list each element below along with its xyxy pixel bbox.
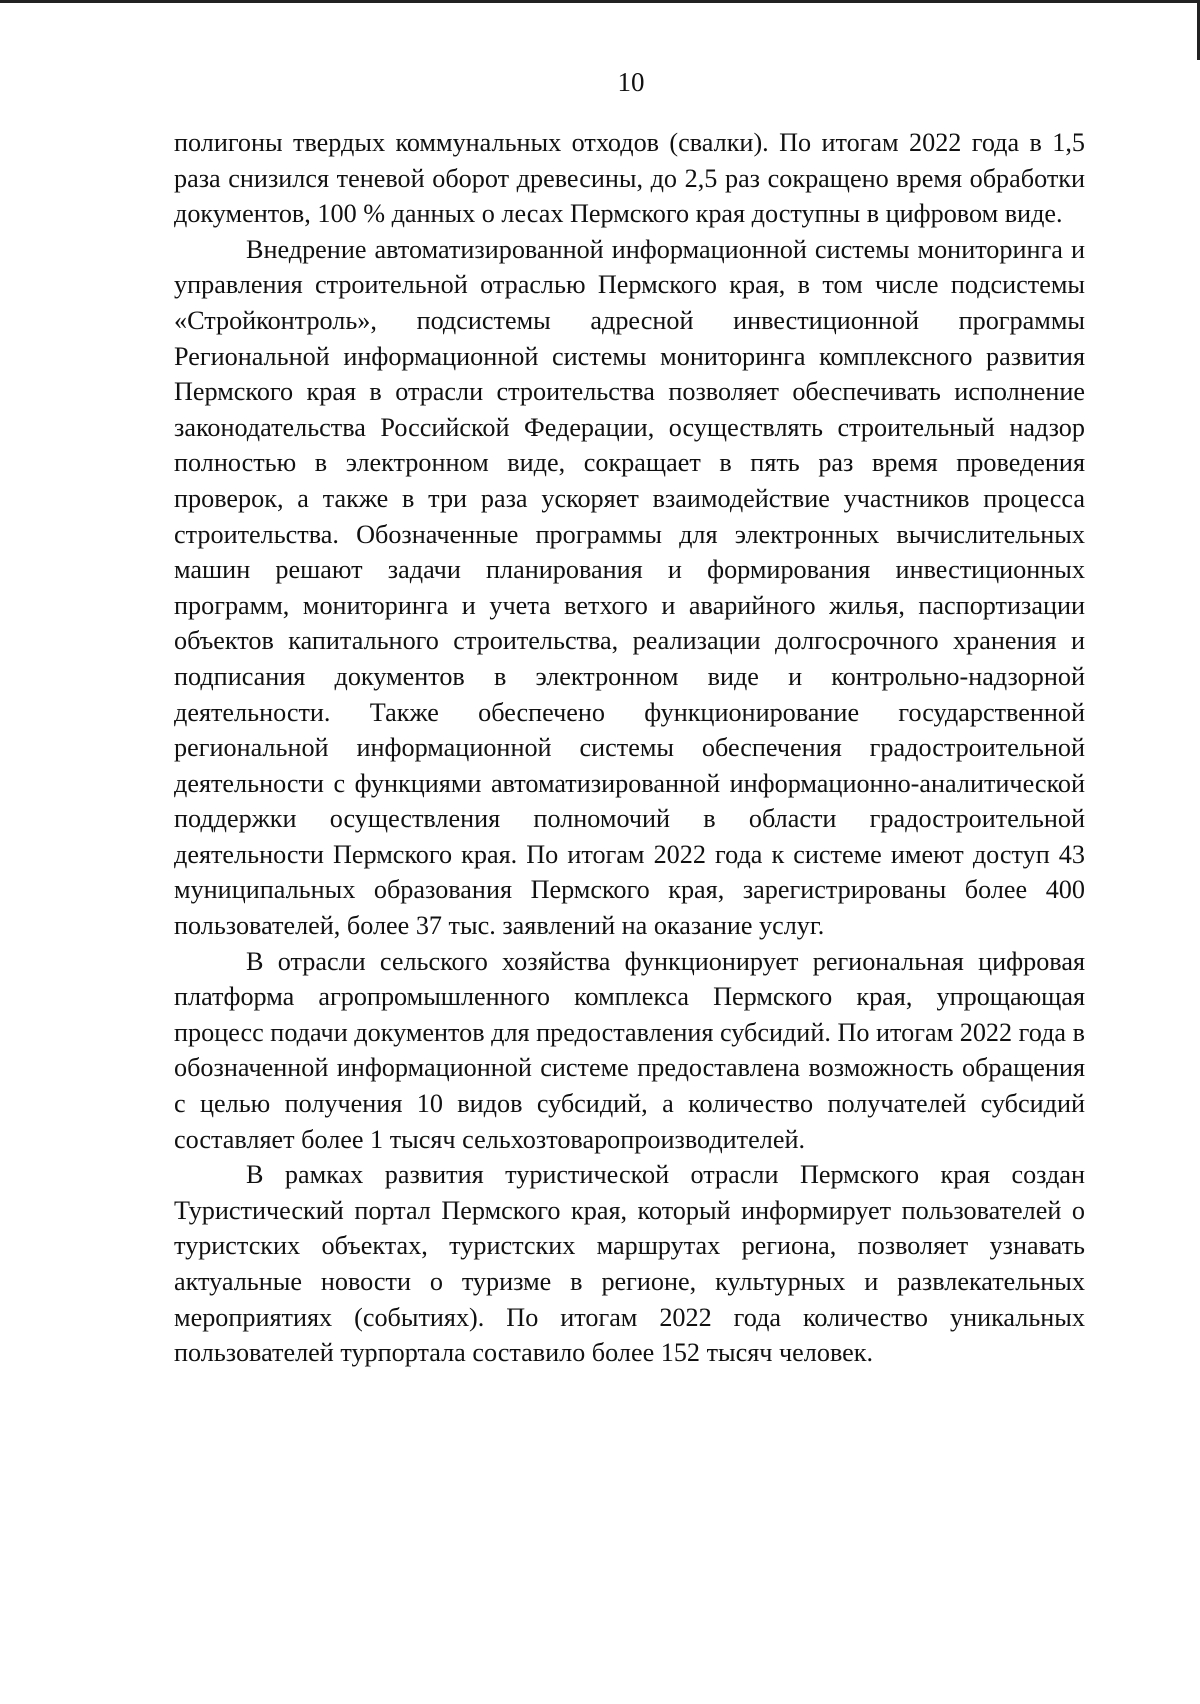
paragraph-construction-system: Внедрение автоматизированной информационной системы мониторинга и управления строительной отраслью Пермского края, в том числе подсистемы «Стройконтроль», подсистемы адресной инвестиционной программы Региональной информационной системы мониторинга комплексного развития Пермского края в отрасли строительства позволяет обеспечивать исполнение законодательства Российской Федерации, осуществлять строительный надзор полностью в электронном виде, сокращает в пять раз время проведения проверок, а также в три раза ускоряет взаимодействие участников процесса строительства. Обозначенные программы для электронных вычислительных машин решают задачи планирования и формирования инвестиционных программ, мониторинга и учета ветхого и аварийного жилья, паспортизации объектов капитального строительства, реализации долгосрочного хранения и подписания документов в электронном виде и контрольно-надзорной деятельности. Также обеспечено функционирование государственной региональной информационной системы обеспечения градостроительной деятельности с функциями автоматизированной информационно-аналитической поддержки осуществления полномочий в области градостроительной деятельности Пермского края. По итогам 2022 года к системе имеют доступ 43 муниципальных образования Пермского края, зарегистрированы более 400 пользователей, более 37 тыс. заявлений на оказание услуг. bbox=[174, 234, 1085, 941]
paragraph-agriculture-platform: В отрасли сельского хозяйства функционирует региональная цифровая платформа агропромышленного комплекса Пермского края, упрощающая процесс подачи документов для предоставления субсидий. По итогам 2022 года в обозначенной информационной системе предоставлена возможность обращения с целью получения 10 видов субсидий, а количество получателей субсидий составляет более 1 тысяч сельхозтоваропроизводителей. bbox=[174, 946, 1085, 1154]
scan-edge-top bbox=[0, 0, 1200, 3]
paragraph-waste-forestry: полигоны твердых коммунальных отходов (свалки). По итогам 2022 года в 1,5 раза снизился теневой оборот древесины, до 2,5 раз сокращено время обработки документов, 100 % данных о лесах Пермского края доступны в цифровом виде. bbox=[174, 128, 1085, 229]
text-body bbox=[174, 125, 1085, 1371]
paragraph-tourism-portal: В рамках развития туристической отрасли Пермского края создан Туристический портал Пермского края, который информирует пользователей о туристских объектах, туристских маршрутах региона, позволяет узнавать актуальные новости о туризме в регионе, культурных и развлекательных мероприятиях (событиях). По итогам 2022 года количество уникальных пользователей турпортала составило более 152 тысяч человек. bbox=[174, 1160, 1085, 1368]
page-number: 10 bbox=[617, 67, 645, 97]
